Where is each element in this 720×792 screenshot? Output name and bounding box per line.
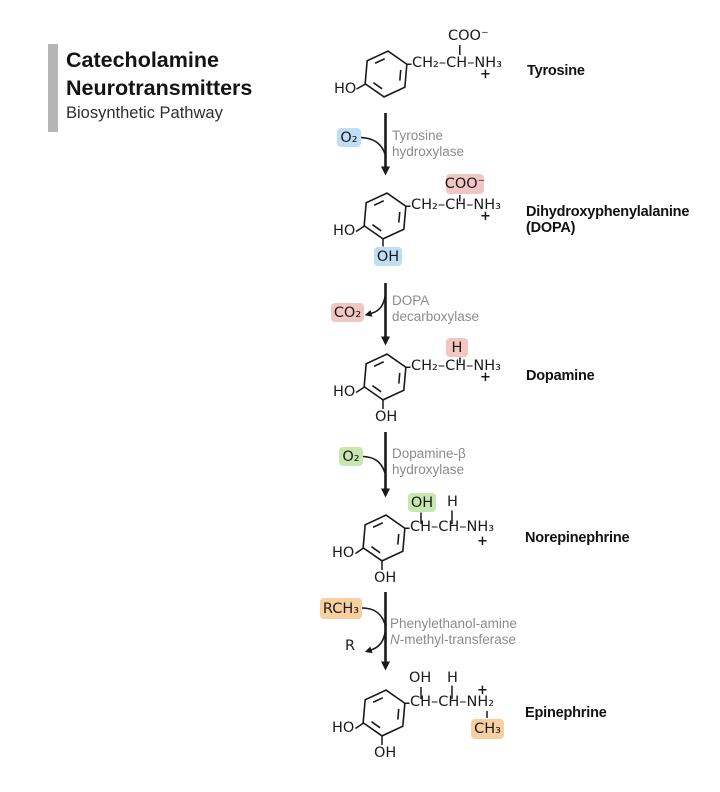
dopamine-ring-hydroxyl-bottom: OH xyxy=(375,409,398,425)
enzyme-n-italic: N xyxy=(390,631,400,647)
dopa-ring-hydroxyl-left: HO xyxy=(333,223,356,239)
norepinephrine-ammonium-charge: + xyxy=(477,534,488,549)
molecule-label-epinephrine: Epinephrine xyxy=(525,705,607,721)
molecule-label-dopa xyxy=(526,205,689,236)
molecule-label-norepinephrine: Norepinephrine xyxy=(525,530,630,546)
molecule-label-tyrosine: Tyrosine xyxy=(527,63,585,79)
dopamine-ring-hydroxyl-left: HO xyxy=(333,384,356,400)
enzyme-line2-rest: -methyl-transferase xyxy=(399,631,517,647)
dopa-name-line1: Dihydroxyphenylalanine xyxy=(526,204,690,220)
substrate-curve-rch3 xyxy=(362,608,386,626)
benzene-ring-epinephrine xyxy=(363,690,405,736)
enzyme-label-dopa-decarboxylase xyxy=(392,293,479,324)
epinephrine-side-chain: CH–CH–NH₂ xyxy=(410,694,495,710)
enzyme-line1: Tyrosine xyxy=(392,128,444,143)
norepinephrine-beta-hydroxyl-highlight: OH xyxy=(408,493,436,512)
epinephrine-ammonium-charge: + xyxy=(477,683,488,698)
byproduct-curve-r xyxy=(371,630,386,650)
dopa-side-chain: CH₂–CH–NH₃ xyxy=(411,197,501,213)
enzyme-line1: Phenylethanol-amine xyxy=(390,616,517,631)
tyrosine-ring-hydroxyl: HO xyxy=(334,81,357,97)
enzyme-line2 xyxy=(390,632,517,648)
substrate-rch3-badge: RCH₃ xyxy=(320,598,362,619)
dopa-new-hydroxyl-highlight: OH xyxy=(374,247,402,266)
benzene-ring-tyrosine xyxy=(365,51,407,97)
epinephrine-beta-hydroxyl: OH xyxy=(409,670,432,686)
molecule-label-dopamine: Dopamine xyxy=(526,368,595,384)
benzene-ring-norepinephrine xyxy=(363,515,405,561)
epinephrine-ring-hydroxyl-bottom: OH xyxy=(374,745,397,761)
dopamine-side-chain: CH₂–CH–NH₃ xyxy=(411,358,501,374)
norepinephrine-ring-hydroxyl-bottom: OH xyxy=(374,570,397,586)
enzyme-label-dopamine-beta-hydroxylase xyxy=(392,446,466,477)
enzyme-line2: hydroxylase xyxy=(392,461,465,477)
tyrosine-side-chain: CH₂–CH–NH₃ xyxy=(412,55,502,71)
dopamine-alpha-h-highlight: H xyxy=(446,338,468,357)
substrate-o2-badge: O₂ xyxy=(337,128,361,147)
dopa-name-line2: (DOPA) xyxy=(526,219,576,236)
page-subtitle: Biosynthetic Pathway xyxy=(66,104,223,122)
dopa-carboxyl-highlight: COO⁻ xyxy=(444,176,486,192)
substrate-curve-o2-2 xyxy=(363,457,385,474)
title-line1: Catecholamine xyxy=(66,48,219,72)
enzyme-line1: Dopamine-β xyxy=(392,446,466,461)
title-accent-bar xyxy=(48,44,58,132)
substrate-curve-o2-1 xyxy=(361,138,385,155)
benzene-ring-dopa xyxy=(364,193,406,239)
title-line2: Neurotransmitters xyxy=(66,76,253,100)
byproduct-curve-co2 xyxy=(371,294,386,314)
enzyme-label-pnmt xyxy=(390,616,517,647)
epinephrine-ring-hydroxyl-left: HO xyxy=(332,720,355,736)
benzene-ring-dopamine xyxy=(364,354,406,400)
byproduct-co2-badge: CO₂ xyxy=(331,303,364,322)
tyrosine-carboxyl-group: COO⁻ xyxy=(448,28,489,44)
enzyme-line2: decarboxylase xyxy=(392,308,480,324)
tyrosine-ammonium-charge: + xyxy=(480,67,491,82)
norepinephrine-side-chain: CH–CH–NH₃ xyxy=(410,519,495,535)
norepinephrine-ring-hydroxyl-left: HO xyxy=(332,545,355,561)
page-title xyxy=(66,46,252,102)
byproduct-r-label: R xyxy=(345,638,356,654)
norepinephrine-alpha-h: H xyxy=(447,494,458,510)
enzyme-line2: hydroxylase xyxy=(392,143,465,159)
enzyme-line1: DOPA xyxy=(392,293,430,308)
dopa-ammonium-charge: + xyxy=(480,209,491,224)
epinephrine-alpha-h: H xyxy=(447,670,458,686)
enzyme-label-tyrosine-hydroxylase xyxy=(392,128,464,159)
dopamine-ammonium-charge: + xyxy=(480,370,491,385)
epinephrine-n-methyl-highlight: CH₃ xyxy=(471,719,504,739)
substrate-o2-badge-2: O₂ xyxy=(339,447,363,466)
